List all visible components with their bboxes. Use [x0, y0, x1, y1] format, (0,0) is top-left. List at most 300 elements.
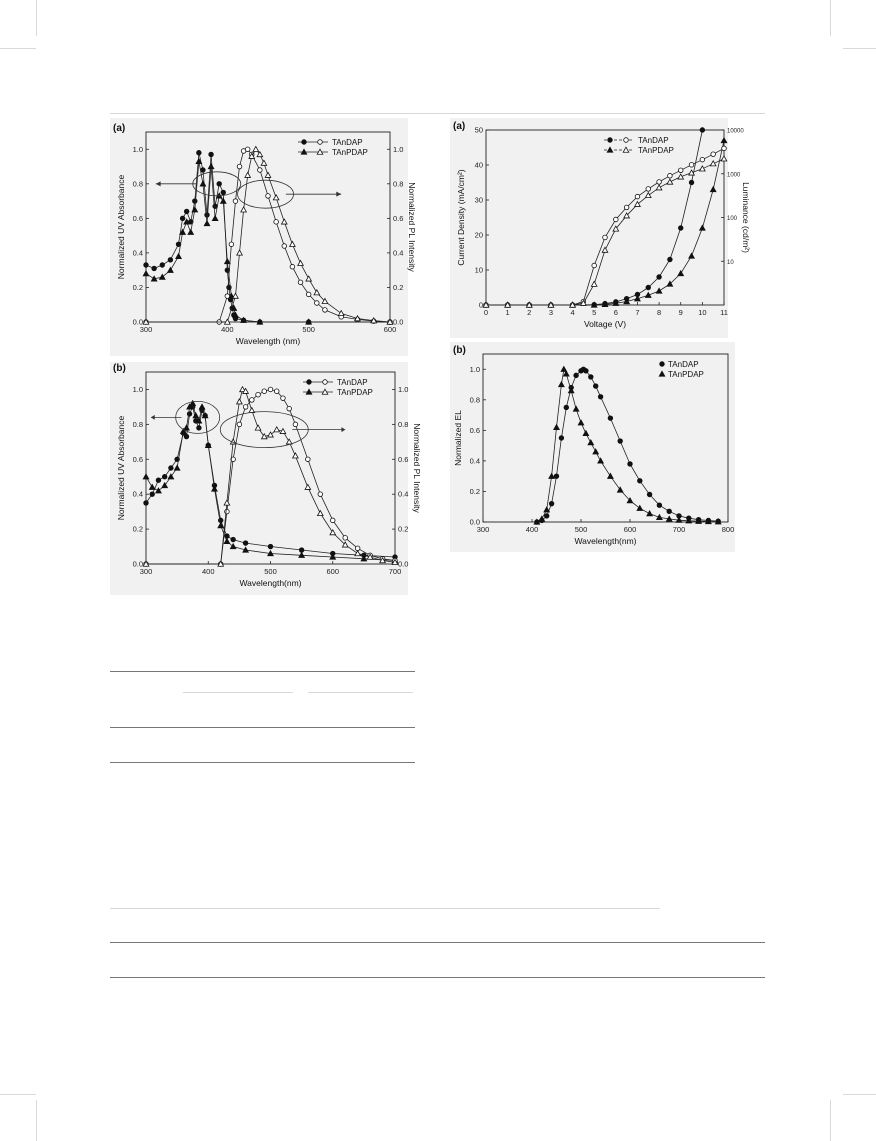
y-right-tick-label: 10 — [727, 259, 734, 266]
data-point — [281, 219, 287, 224]
data-point — [143, 474, 149, 479]
y-tick-label: 0.0 — [132, 559, 143, 569]
data-point — [591, 281, 597, 286]
panel-tag: (b) — [453, 345, 466, 356]
crop-mark — [843, 48, 876, 49]
x-tick-label: 300 — [139, 567, 153, 576]
data-point — [176, 254, 182, 259]
data-point — [305, 484, 311, 489]
x-tick-label: 400 — [525, 525, 539, 534]
data-point — [668, 173, 673, 178]
y-right-tick-label: 0.6 — [393, 213, 404, 223]
data-point — [241, 207, 247, 212]
data-point — [188, 229, 194, 234]
data-point — [667, 179, 673, 184]
x-tick-label: 400 — [221, 325, 234, 334]
y-right-tick-label: 0.0 — [393, 317, 404, 327]
x-tick-label: 1 — [505, 308, 510, 317]
data-point — [200, 181, 206, 186]
data-point — [156, 478, 161, 483]
crop-mark — [0, 1094, 36, 1095]
data-point — [593, 384, 598, 389]
y-tick-label: 0.8 — [132, 419, 143, 429]
data-point — [618, 439, 623, 444]
data-point — [678, 271, 684, 276]
y-tick-label: 0.8 — [469, 395, 480, 405]
data-point — [225, 259, 231, 264]
x-tick-label: 9 — [678, 308, 683, 317]
data-point — [184, 434, 189, 439]
table-rule — [110, 727, 415, 728]
data-point — [273, 195, 279, 200]
plot-frame — [486, 130, 724, 305]
data-point — [657, 503, 662, 508]
panel-tag: (a) — [453, 121, 466, 132]
table-rule — [110, 908, 660, 909]
legend-label: TAnDAP — [332, 138, 363, 147]
data-point — [160, 263, 165, 268]
data-point — [711, 152, 716, 157]
data-point — [608, 473, 614, 478]
data-point — [144, 263, 149, 268]
data-point — [256, 392, 261, 397]
crop-mark — [843, 1094, 876, 1095]
x-tick-label: 5 — [592, 308, 597, 317]
data-point — [646, 285, 651, 290]
data-point — [598, 458, 604, 463]
data-point — [174, 465, 180, 470]
data-point — [614, 217, 619, 222]
data-point — [274, 389, 279, 394]
data-point — [689, 180, 694, 185]
data-point — [657, 180, 662, 185]
data-point — [645, 193, 651, 198]
data-point — [144, 501, 149, 506]
data-point — [647, 492, 652, 497]
legend-label: TAnPDAP — [332, 148, 368, 157]
x-tick-label: 300 — [139, 325, 153, 334]
data-point — [721, 156, 727, 161]
series-line-tanpdap — [486, 141, 724, 306]
data-point — [330, 518, 335, 523]
data-point — [657, 275, 662, 280]
data-point — [306, 457, 311, 462]
data-point — [245, 172, 251, 177]
y-right-tick-label: 0.8 — [393, 179, 404, 189]
data-point — [608, 416, 613, 421]
series-line-tanpdap — [486, 159, 724, 305]
data-point — [265, 172, 271, 177]
data-point — [266, 194, 271, 199]
data-point — [574, 373, 579, 378]
x-tick-label: 700 — [672, 525, 686, 534]
data-point — [150, 492, 155, 497]
data-point — [243, 405, 248, 410]
data-point — [689, 163, 694, 168]
data-point — [315, 301, 320, 306]
data-point — [700, 157, 705, 162]
legend-label: TAnPDAP — [668, 370, 704, 379]
data-point — [221, 190, 226, 195]
x-tick-label: 500 — [264, 567, 277, 576]
x-tick-label: 500 — [574, 525, 588, 534]
y-tick-label: 40 — [474, 160, 483, 170]
data-point — [306, 276, 312, 281]
data-point — [290, 264, 295, 269]
data-point — [323, 308, 328, 313]
plot-frame — [146, 372, 395, 564]
data-point — [229, 242, 234, 247]
table-rule — [110, 671, 415, 672]
data-point — [243, 541, 248, 546]
series-line-tanpdap — [537, 369, 718, 522]
data-point — [143, 271, 149, 276]
y-right-axis-title: Normalized PL Intensity — [412, 423, 422, 513]
data-point — [268, 544, 273, 549]
data-point — [637, 505, 643, 510]
data-point — [645, 292, 651, 297]
x-tick-label: 7 — [635, 308, 640, 317]
data-point — [162, 474, 167, 479]
data-point — [152, 266, 157, 271]
series-line-tandap — [486, 148, 724, 305]
arrow-head — [156, 181, 161, 186]
data-point — [286, 439, 292, 444]
data-point — [624, 205, 629, 210]
y-tick-label: 0.2 — [132, 282, 143, 292]
y-right-tick-label: 0.8 — [398, 419, 409, 429]
y-tick-label: 0.0 — [132, 317, 143, 327]
data-point — [656, 288, 662, 293]
annotation-ellipse-pl — [238, 180, 294, 208]
data-point — [700, 225, 706, 230]
data-point — [149, 484, 155, 489]
data-point — [589, 375, 594, 380]
data-point — [250, 398, 255, 403]
y-right-axis-title: Luminance (cd/m²) — [741, 182, 751, 253]
data-point — [559, 382, 565, 387]
y-tick-label: 10 — [474, 265, 483, 275]
data-point — [721, 138, 727, 143]
data-point — [255, 425, 261, 430]
series-line-tandap — [146, 153, 390, 322]
data-point — [564, 405, 569, 410]
data-point — [168, 267, 174, 272]
series-line-tanpdap — [146, 390, 395, 565]
data-point — [588, 440, 594, 445]
x-tick-label: 800 — [721, 525, 735, 534]
y-axis-title: Normalized UV Absorbance — [116, 415, 126, 521]
y-right-tick-label: 0.2 — [398, 524, 409, 534]
legend-marker — [302, 140, 307, 145]
data-point — [306, 292, 311, 297]
y-tick-label: 0.2 — [132, 524, 143, 534]
data-point — [212, 216, 218, 221]
data-point — [646, 187, 651, 192]
data-point — [318, 511, 324, 516]
legend-marker — [608, 138, 613, 143]
legend-marker — [323, 380, 328, 385]
x-axis-title: Wavelength (nm) — [235, 336, 301, 346]
x-axis-title: Voltage (V) — [583, 319, 627, 329]
y-right-tick-label: 0.4 — [398, 489, 409, 499]
data-point — [233, 199, 238, 204]
y-tick-label: 0.0 — [469, 517, 480, 527]
y-tick-label: 0.4 — [132, 248, 143, 258]
data-point — [268, 387, 273, 392]
data-point — [197, 150, 202, 155]
data-point — [578, 420, 584, 425]
x-tick-label: 2 — [527, 308, 532, 317]
plot-frame — [483, 354, 728, 522]
x-tick-label: 10 — [698, 308, 707, 317]
legend-label: TAnPDAP — [638, 146, 674, 155]
series-line-tandap — [537, 369, 718, 522]
legend-label: TAnPDAP — [337, 388, 373, 397]
y-right-axis-title: Normalized PL Intensity — [407, 182, 417, 272]
data-point — [293, 453, 299, 458]
data-point — [603, 235, 608, 240]
data-point — [318, 492, 323, 497]
table-subrule — [308, 692, 413, 693]
x-axis-title: Wavelength(nm) — [239, 578, 302, 588]
data-point — [237, 164, 242, 169]
data-point — [592, 263, 597, 268]
legend-marker — [318, 140, 323, 145]
y-right-tick-label: 0.2 — [393, 282, 404, 292]
panel-tag: (b) — [113, 363, 126, 374]
y-tick-label: 0.6 — [132, 454, 143, 464]
legend-marker — [659, 371, 665, 376]
x-tick-label: 3 — [548, 308, 553, 317]
data-point — [657, 515, 663, 520]
data-point — [700, 166, 706, 171]
data-point — [561, 366, 567, 371]
crop-mark — [830, 1100, 831, 1141]
x-tick-label: 600 — [623, 525, 637, 534]
series-line-tanpdap — [146, 161, 390, 322]
y-tick-label: 20 — [474, 230, 483, 240]
y-axis-title: Normalized UV Absorbance — [116, 174, 126, 280]
y-right-tick-label: 10000 — [727, 128, 744, 135]
table-rule — [110, 942, 765, 943]
data-point — [656, 185, 662, 190]
data-point — [584, 369, 589, 374]
data-point — [544, 507, 550, 512]
legend-marker — [660, 362, 665, 367]
data-point — [262, 389, 267, 394]
figure-panel-jvl — [450, 118, 751, 338]
data-point — [298, 280, 303, 285]
header-rule — [110, 113, 765, 114]
figure-panel-uv-pl-b — [110, 362, 422, 595]
chart-uv-pl-a — [110, 118, 417, 356]
y-tick-label: 0 — [478, 300, 483, 310]
data-point — [245, 147, 250, 152]
data-point — [355, 551, 361, 556]
data-point — [193, 199, 198, 204]
y-tick-label: 50 — [474, 125, 483, 135]
data-point — [583, 431, 589, 436]
plot-frame — [146, 132, 390, 322]
data-point — [237, 399, 243, 404]
y-tick-label: 1.0 — [469, 364, 480, 374]
data-point — [593, 449, 599, 454]
data-point — [647, 511, 653, 516]
data-point — [274, 427, 280, 432]
arrow-head — [151, 415, 155, 420]
x-tick-label: 500 — [302, 325, 315, 334]
x-tick-label: 600 — [326, 567, 340, 576]
y-tick-label: 0.8 — [132, 179, 143, 189]
chart-el — [450, 342, 735, 552]
x-tick-label: 4 — [570, 308, 575, 317]
data-point — [287, 406, 292, 411]
legend-marker — [624, 138, 629, 143]
data-point — [184, 425, 190, 430]
data-point — [180, 216, 185, 221]
arrow-head — [336, 192, 341, 197]
data-point — [678, 174, 684, 179]
y-axis-title: Current Density (mA/cm²) — [456, 169, 466, 266]
data-point — [628, 462, 633, 467]
data-point — [678, 168, 683, 173]
data-point — [549, 473, 555, 478]
data-point — [700, 128, 705, 133]
x-tick-label: 11 — [720, 308, 728, 317]
y-right-tick-label: 100 — [727, 216, 738, 222]
data-point — [218, 518, 223, 523]
series-line-tandap — [146, 390, 395, 565]
y-tick-label: 0.4 — [132, 489, 143, 499]
data-point — [209, 152, 214, 157]
legend-label: TAnDAP — [638, 136, 669, 145]
y-right-tick-label: 0.0 — [398, 559, 409, 569]
data-point — [169, 466, 174, 471]
data-point — [722, 146, 727, 151]
data-point — [710, 161, 716, 166]
data-point — [598, 394, 603, 399]
x-tick-label: 600 — [383, 325, 397, 334]
data-point — [197, 426, 202, 431]
crop-mark — [36, 0, 37, 36]
y-right-tick-label: 0.4 — [393, 248, 404, 258]
y-tick-label: 0.4 — [469, 456, 480, 466]
data-point — [343, 536, 348, 541]
data-point — [217, 182, 222, 187]
data-point — [667, 509, 672, 514]
data-point — [201, 168, 206, 173]
series-line-tanpdap — [146, 403, 395, 560]
y-right-tick-label: 1000 — [727, 172, 741, 179]
y-right-tick-label: 1.0 — [398, 384, 409, 394]
data-point — [224, 500, 230, 505]
data-point — [282, 244, 287, 249]
data-point — [281, 396, 286, 401]
crop-mark — [0, 48, 36, 49]
data-point — [689, 253, 695, 258]
data-point — [678, 226, 683, 231]
data-point — [261, 160, 267, 165]
x-axis-title: Wavelength(nm) — [574, 536, 637, 546]
data-point — [549, 501, 554, 506]
y-right-tick-label: 1.0 — [393, 144, 404, 154]
data-point — [205, 213, 210, 218]
panel-tag: (a) — [113, 123, 126, 134]
data-point — [208, 164, 214, 169]
x-tick-label: 8 — [657, 308, 662, 317]
x-tick-label: 0 — [483, 308, 489, 317]
data-point — [668, 257, 673, 262]
data-point — [184, 209, 189, 214]
crop-mark — [36, 1100, 37, 1141]
data-point — [204, 221, 210, 226]
x-tick-label: 400 — [201, 567, 215, 576]
table-rule — [110, 762, 415, 763]
chart-uv-pl-b — [110, 362, 422, 595]
data-point — [710, 187, 716, 192]
data-point — [573, 406, 579, 411]
data-point — [635, 194, 640, 199]
data-point — [237, 422, 242, 427]
figure-panel-el — [450, 342, 735, 552]
data-point — [233, 293, 239, 298]
series-line-tandap — [486, 130, 702, 305]
y-tick-label: 1.0 — [132, 144, 143, 154]
y-right-tick-label: 0.6 — [398, 454, 409, 464]
data-point — [314, 290, 320, 295]
data-point — [168, 258, 173, 263]
x-tick-label: 700 — [388, 567, 402, 576]
data-point — [290, 241, 296, 246]
data-point — [237, 250, 243, 255]
x-tick-label: 300 — [476, 525, 490, 534]
data-point — [225, 509, 230, 514]
table-subrule — [183, 692, 293, 693]
arrow-head — [341, 427, 345, 432]
y-tick-label: 0.6 — [469, 425, 480, 435]
data-point — [617, 487, 623, 492]
data-point — [355, 546, 360, 551]
data-point — [559, 436, 564, 441]
table-rule — [110, 977, 765, 978]
data-point — [602, 247, 608, 252]
legend-label: TAnDAP — [337, 378, 368, 387]
x-tick-label: 6 — [613, 308, 618, 317]
data-point — [225, 294, 230, 299]
data-point — [253, 146, 259, 151]
chart-jvl — [450, 118, 751, 338]
data-point — [338, 311, 344, 316]
data-point — [554, 425, 560, 430]
data-point — [298, 260, 304, 265]
data-point — [544, 514, 549, 519]
data-point — [199, 404, 205, 409]
crop-mark — [830, 0, 831, 36]
legend-label: TAnDAP — [668, 360, 699, 369]
data-point — [224, 539, 230, 544]
data-point — [258, 168, 263, 173]
data-point — [299, 548, 304, 553]
data-point — [231, 537, 236, 542]
y-tick-label: 30 — [474, 195, 483, 205]
data-point — [554, 474, 559, 479]
data-point — [293, 422, 298, 427]
legend-marker — [307, 380, 312, 385]
y-tick-label: 0.6 — [132, 213, 143, 223]
y-tick-label: 1.0 — [132, 384, 143, 394]
y-axis-title: Normalized EL — [453, 410, 463, 466]
